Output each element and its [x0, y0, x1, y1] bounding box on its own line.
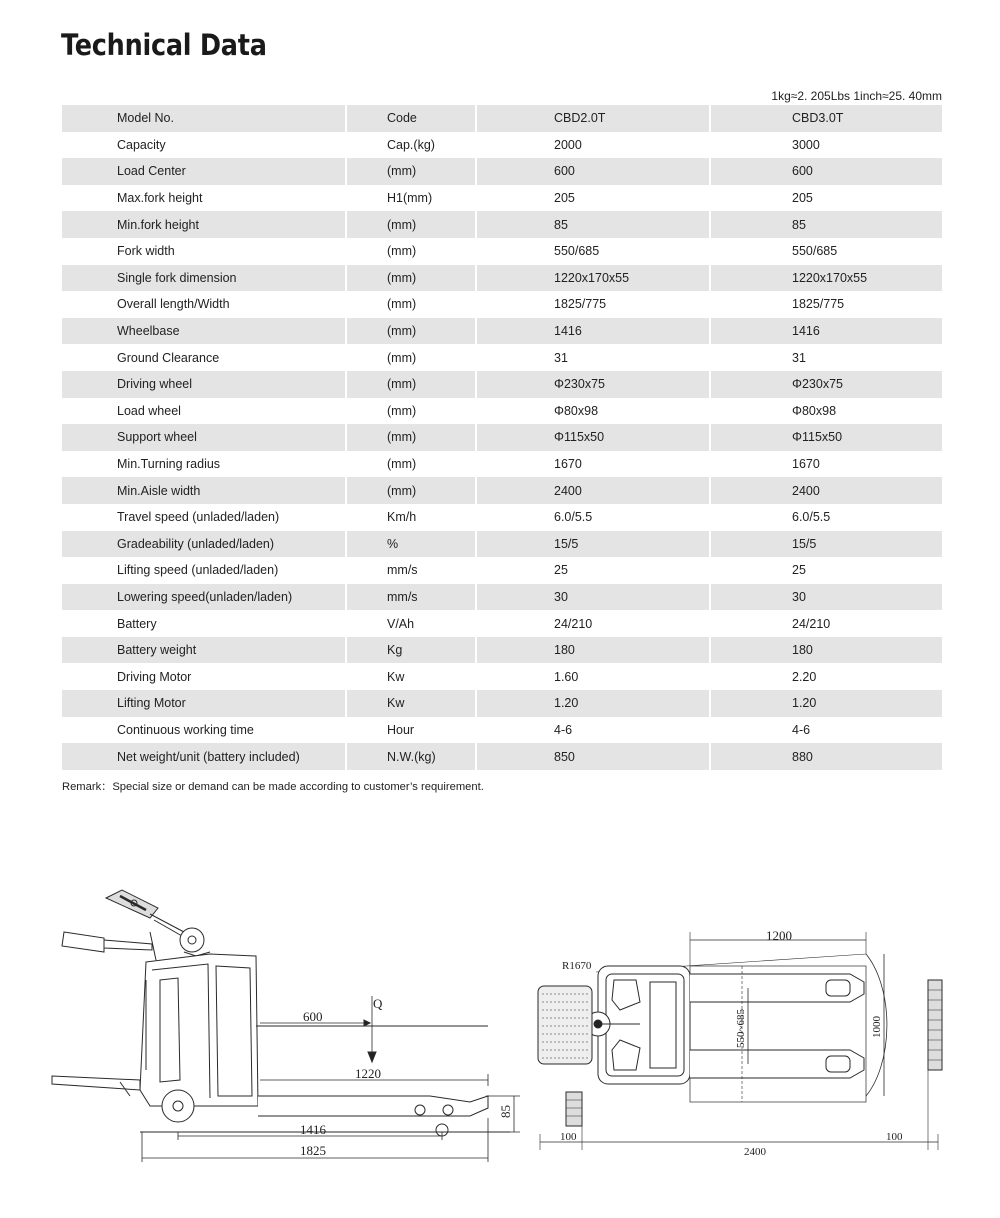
cbd20-value-cell: 2400: [475, 477, 709, 504]
cbd20-value-cell: 1.60: [475, 663, 709, 690]
platform-grid: [538, 986, 592, 1064]
param-cell: Wheelbase: [117, 324, 180, 339]
header-code: Code: [345, 105, 475, 132]
table-row: [62, 211, 942, 238]
cbd30-value-cell: Φ115x50: [709, 424, 942, 451]
dim-clearance-left: 100: [560, 1131, 577, 1143]
cbd30-value-cell: 1825/775: [709, 291, 942, 318]
param-cell: Lowering speed(unladen/laden): [117, 589, 293, 604]
param-cell: Min.Aisle width: [117, 483, 201, 498]
code-cell: Kw: [345, 663, 475, 690]
dim-clearance-right: 100: [886, 1131, 903, 1143]
fork-top-lower: [690, 1050, 864, 1078]
table-row: [62, 132, 942, 159]
cbd30-value-cell: 25: [709, 557, 942, 584]
cbd30-value-cell: 6.0/5.5: [709, 504, 942, 531]
table-row: [62, 557, 942, 584]
table-row: [62, 318, 942, 345]
table-row: [62, 717, 942, 744]
param-cell: Ground Clearance: [117, 350, 220, 365]
cbd20-value-cell: 180: [475, 637, 709, 664]
param-cell: Lifting speed (unladed/laden): [117, 563, 279, 578]
param-cell: Min.fork height: [117, 217, 199, 232]
code-cell: (mm): [345, 265, 475, 292]
unit-conversion-note: 1kg≈2. 205Lbs 1inch≈25. 40mm: [771, 89, 942, 103]
code-cell: (mm): [345, 211, 475, 238]
code-cell: mm/s: [345, 557, 475, 584]
cbd20-value-cell: Φ80x98: [475, 398, 709, 425]
code-cell: H1(mm): [345, 185, 475, 212]
param-cell: Load Center: [117, 164, 186, 179]
dim-load-symbol: Q: [373, 996, 383, 1011]
side-view-truck: [52, 890, 520, 1162]
header-model-no: Model No.: [117, 111, 174, 126]
cbd20-value-cell: 1416: [475, 318, 709, 345]
table-header-row: [62, 105, 942, 132]
drive-wheel-icon: [162, 1090, 194, 1122]
dim-fork-length: 1220: [355, 1066, 381, 1081]
cbd30-value-cell: 2400: [709, 477, 942, 504]
code-cell: (mm): [345, 291, 475, 318]
table-row: [62, 663, 942, 690]
table-row: [62, 531, 942, 558]
code-cell: V/Ah: [345, 610, 475, 637]
code-cell: (mm): [345, 424, 475, 451]
param-cell: Max.fork height: [117, 191, 203, 206]
cbd20-value-cell: 85: [475, 211, 709, 238]
table-row: [62, 265, 942, 292]
table-row: [62, 584, 942, 611]
table-row: [62, 424, 942, 451]
cbd20-value-cell: 24/210: [475, 610, 709, 637]
code-cell: (mm): [345, 318, 475, 345]
table-row: [62, 371, 942, 398]
cbd20-value-cell: Φ115x50: [475, 424, 709, 451]
param-cell: Continuous working time: [117, 722, 254, 737]
dim-width: 1000: [871, 1016, 883, 1038]
truck-body: [140, 954, 258, 1106]
table-row: [62, 690, 942, 717]
cbd30-value-cell: 880: [709, 743, 942, 770]
cbd30-value-cell: 15/5: [709, 531, 942, 558]
table-body: [62, 132, 942, 770]
table-row: [62, 504, 942, 531]
cbd20-value-cell: 1220x170x55: [475, 265, 709, 292]
cbd30-value-cell: 24/210: [709, 610, 942, 637]
side-handle-icon: [62, 932, 104, 952]
param-cell: Min.Turning radius: [117, 457, 221, 472]
dim-top-fork-length: 1200: [766, 928, 792, 943]
cbd30-value-cell: 1416: [709, 318, 942, 345]
cbd30-value-cell: 550/685: [709, 238, 942, 265]
table-row: [62, 291, 942, 318]
cbd20-value-cell: 6.0/5.5: [475, 504, 709, 531]
code-cell: (mm): [345, 451, 475, 478]
code-cell: N.W.(kg): [345, 743, 475, 770]
cbd20-value-cell: 30: [475, 584, 709, 611]
technical-drawing: [0, 870, 1000, 1190]
dim-load-center: 600: [303, 1009, 323, 1024]
param-cell: Fork width: [117, 244, 175, 259]
cbd30-value-cell: 180: [709, 637, 942, 664]
cbd20-value-cell: Φ230x75: [475, 371, 709, 398]
table-row: [62, 158, 942, 185]
code-cell: (mm): [345, 398, 475, 425]
code-cell: Km/h: [345, 504, 475, 531]
cbd30-value-cell: Φ230x75: [709, 371, 942, 398]
header-model-2: CBD3.0T: [709, 105, 942, 132]
param-cell: Lifting Motor: [117, 696, 186, 711]
param-cell: Gradeability (unladed/laden): [117, 536, 275, 551]
table-row: [62, 185, 942, 212]
param-cell: Support wheel: [117, 430, 197, 445]
code-cell: %: [345, 531, 475, 558]
param-cell: Net weight/unit (battery included): [117, 749, 300, 764]
cbd30-value-cell: 2.20: [709, 663, 942, 690]
cbd30-value-cell: 31: [709, 344, 942, 371]
param-cell: Overall length/Width: [117, 297, 230, 312]
cbd20-value-cell: 15/5: [475, 531, 709, 558]
code-cell: (mm): [345, 477, 475, 504]
cbd20-value-cell: 600: [475, 158, 709, 185]
cbd30-value-cell: 1670: [709, 451, 942, 478]
cbd20-value-cell: 2000: [475, 132, 709, 159]
table-row: [62, 743, 942, 770]
code-cell: (mm): [345, 158, 475, 185]
dim-wheelbase: 1416: [300, 1122, 326, 1137]
fork-side: [258, 1096, 488, 1116]
param-cell: Battery weight: [117, 643, 197, 658]
cbd30-value-cell: 4-6: [709, 717, 942, 744]
cbd20-value-cell: 1670: [475, 451, 709, 478]
dim-aisle-width: 2400: [744, 1146, 766, 1158]
code-cell: Hour: [345, 717, 475, 744]
spec-table: [62, 105, 942, 770]
remark-note: Remark：Special size or demand can be made according to customer’s requirement.: [62, 781, 484, 793]
table-row: [62, 238, 942, 265]
param-cell: Load wheel: [117, 403, 181, 418]
fork-top-upper: [690, 974, 864, 1002]
table-row: [62, 398, 942, 425]
cbd30-value-cell: 1220x170x55: [709, 265, 942, 292]
param-cell: Driving wheel: [117, 377, 193, 392]
wall-right-icon: [928, 980, 942, 1070]
cbd30-value-cell: 3000: [709, 132, 942, 159]
cbd20-value-cell: 1.20: [475, 690, 709, 717]
wall-left-icon: [566, 1092, 582, 1126]
cbd30-value-cell: 205: [709, 185, 942, 212]
cbd30-value-cell: 30: [709, 584, 942, 611]
table-row: [62, 451, 942, 478]
cbd30-value-cell: 1.20: [709, 690, 942, 717]
cbd20-value-cell: 850: [475, 743, 709, 770]
table-row: [62, 637, 942, 664]
param-cell: Travel speed (unladed/laden): [117, 510, 280, 525]
table-row: [62, 610, 942, 637]
cbd30-value-cell: 600: [709, 158, 942, 185]
cbd20-value-cell: 4-6: [475, 717, 709, 744]
dim-turning-radius: R1670: [562, 960, 592, 972]
cbd20-value-cell: 550/685: [475, 238, 709, 265]
code-cell: mm/s: [345, 584, 475, 611]
param-cell: Battery: [117, 616, 157, 631]
table-row: [62, 344, 942, 371]
cbd30-value-cell: Φ80x98: [709, 398, 942, 425]
dim-overall-length: 1825: [300, 1143, 326, 1158]
cbd30-value-cell: 85: [709, 211, 942, 238]
code-cell: (mm): [345, 238, 475, 265]
code-cell: Cap.(kg): [345, 132, 475, 159]
param-cell: Capacity: [117, 137, 166, 152]
table-row: [62, 477, 942, 504]
dim-fork-spread: 550~685: [735, 1009, 747, 1048]
code-cell: Kw: [345, 690, 475, 717]
cbd20-value-cell: 25: [475, 557, 709, 584]
param-cell: Driving Motor: [117, 669, 192, 684]
param-cell: Single fork dimension: [117, 270, 237, 285]
code-cell: Kg: [345, 637, 475, 664]
header-model-1: CBD2.0T: [475, 105, 709, 132]
page-title: Technical Data: [61, 28, 267, 62]
standing-platform: [52, 1076, 140, 1090]
code-cell: (mm): [345, 344, 475, 371]
dim-fork-height: 85: [498, 1105, 513, 1118]
code-cell: (mm): [345, 371, 475, 398]
cbd20-value-cell: 205: [475, 185, 709, 212]
cbd20-value-cell: 31: [475, 344, 709, 371]
cbd20-value-cell: 1825/775: [475, 291, 709, 318]
